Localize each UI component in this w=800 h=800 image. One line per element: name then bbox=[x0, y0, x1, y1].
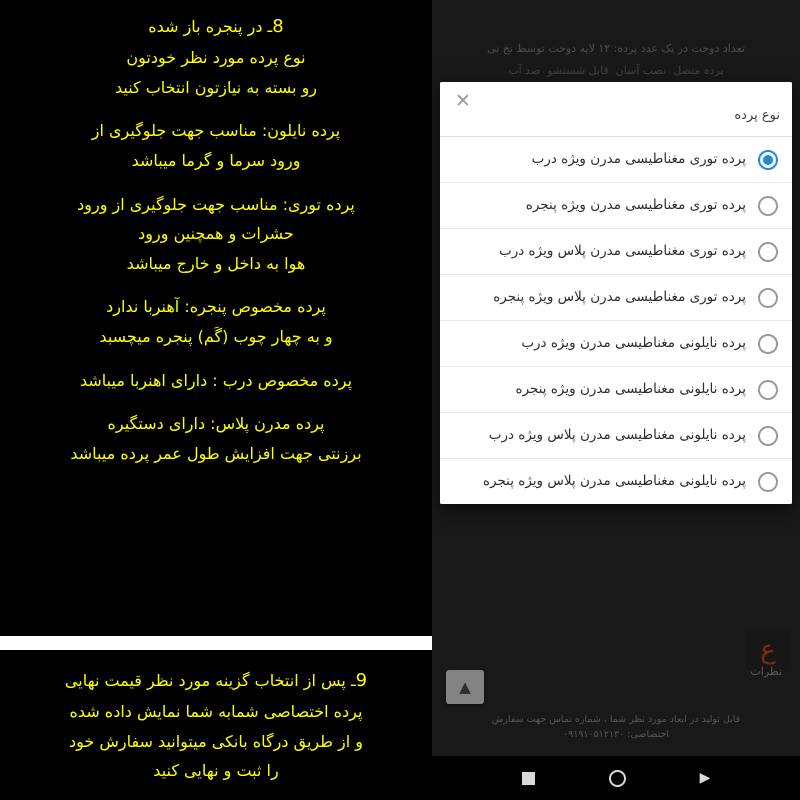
radio-option-label: پرده توری مغناطیسی مدرن ویژه پنجره bbox=[525, 196, 746, 213]
instruction-panel-step-8 bbox=[0, 0, 432, 636]
spacer bbox=[14, 352, 418, 366]
scroll-to-top-button[interactable]: ▲ bbox=[446, 670, 484, 704]
curtain-type-option-list[interactable] bbox=[440, 136, 792, 504]
radio-option-label: پرده نایلونی مغناطیسی مدرن ویژه درب bbox=[521, 334, 746, 351]
spacer bbox=[14, 278, 418, 292]
radio-option-row[interactable] bbox=[440, 274, 792, 320]
step-8-line-2: نوع پرده مورد نظر خودتون bbox=[126, 48, 306, 68]
android-navigation-bar bbox=[432, 756, 800, 800]
radio-option-row[interactable] bbox=[440, 412, 792, 458]
modern-plus-line-2: برزنتی جهت افزایش طول عمر پرده میباشد bbox=[70, 443, 362, 463]
radio-option-row[interactable] bbox=[440, 228, 792, 274]
comments-section-label: نظرات bbox=[750, 665, 782, 678]
step-9-line-2: پرده اختصاصی شمابه شما نمایش داده شده bbox=[69, 702, 363, 722]
radio-option-label: پرده نایلونی مغناطیسی مدرن پلاس ویژه درب bbox=[488, 426, 746, 443]
spacer bbox=[14, 102, 418, 116]
spacer bbox=[14, 176, 418, 190]
radio-option-row[interactable] bbox=[440, 458, 792, 504]
phone-screenshot bbox=[432, 0, 800, 800]
contact-footer-line-1: قابل تولید در ابعاد مورد نظر شما ، شماره تماس جهت سفارش bbox=[491, 713, 741, 725]
radio-option-label: پرده توری مغناطیسی مدرن پلاس ویژه درب bbox=[499, 242, 746, 259]
door-curtain-line-1: پرده مخصوص درب : دارای اهنربا میباشد bbox=[79, 370, 353, 390]
radio-option-label: پرده نایلونی مغناطیسی مدرن پلاس ویژه پنجره bbox=[482, 472, 746, 489]
circle-home-icon[interactable] bbox=[609, 770, 626, 787]
radio-button-icon[interactable] bbox=[758, 426, 778, 446]
radio-option-row[interactable] bbox=[440, 320, 792, 366]
radio-option-row[interactable] bbox=[440, 366, 792, 412]
square-recents-icon[interactable] bbox=[522, 772, 535, 785]
window-curtain-line-2: و به چهار چوب (گَم) پنجره میچسبد bbox=[99, 327, 333, 347]
mesh-curtain-line-1: پرده توری: مناسب جهت جلوگیری از ورود bbox=[77, 194, 355, 214]
window-curtain-line-1: پرده مخصوص پنجره: آهنربا ندارد bbox=[106, 297, 326, 317]
dialog-header bbox=[440, 82, 792, 136]
radio-button-icon[interactable] bbox=[758, 472, 778, 492]
triangle-back-icon[interactable]: ▶ bbox=[699, 770, 711, 786]
step-8-line-3: رو بسته به نیازتون انتخاب کنید bbox=[114, 77, 318, 97]
radio-option-row[interactable] bbox=[440, 136, 792, 182]
radio-button-icon[interactable] bbox=[758, 380, 778, 400]
instruction-panel-step-9 bbox=[0, 650, 432, 800]
product-detail-line-2: پرده متصل ‌ نصب آسان ‌ قابل شستشو ‌ ضد آب bbox=[508, 64, 724, 77]
radio-button-icon[interactable] bbox=[758, 288, 778, 308]
step-8-heading-rest: ـ در پنجره باز شده bbox=[148, 17, 273, 36]
close-icon[interactable]: ✕ bbox=[455, 90, 471, 112]
brand-logo-icon: ع bbox=[746, 628, 790, 672]
nylon-curtain-line-1: پرده نایلون: مناسب جهت جلوگیری از bbox=[91, 121, 341, 141]
step-8-number: 8 bbox=[272, 16, 284, 37]
radio-button-icon[interactable] bbox=[758, 334, 778, 354]
mesh-curtain-line-2: حشرات و همچنین ورود bbox=[138, 224, 294, 244]
radio-option-label: پرده توری مغناطیسی مدرن پلاس ویژه پنجره bbox=[493, 288, 746, 305]
mesh-curtain-line-3: هوا به داخل و خارج میباشد bbox=[126, 253, 306, 273]
step-9-line-3: و از طریق درگاه بانکی میتوانید سفارش خود bbox=[68, 731, 364, 751]
step-9-line-4: را ثبت و نهایی کنید bbox=[153, 761, 279, 781]
panel-divider bbox=[0, 636, 432, 650]
dialog-title: نوع پرده bbox=[734, 108, 780, 123]
radio-option-label: پرده نایلونی مغناطیسی مدرن ویژه پنجره bbox=[515, 380, 746, 397]
step-8-heading bbox=[14, 10, 418, 43]
radio-option-row[interactable] bbox=[440, 182, 792, 228]
step-9-number: 9 bbox=[355, 669, 368, 691]
step-9-heading-rest: ـ پس از انتخاب گزینه مورد نظر قیمت نهایی bbox=[64, 670, 356, 690]
curtain-type-dialog bbox=[440, 82, 792, 504]
spacer bbox=[14, 395, 418, 409]
step-9-heading bbox=[14, 664, 418, 697]
contact-footer-line-2: اختصاصی: ۰۹۱۹۱۰۵۱۲۱۳۰ bbox=[563, 728, 669, 740]
product-detail-line-1: تعداد دوخت در یک عدد پرده: ۱۲ لایه دوخت توسط نخ نی bbox=[487, 42, 745, 55]
nylon-curtain-line-2: ورود سرما و گرما میباشد bbox=[131, 151, 301, 171]
radio-button-icon[interactable] bbox=[758, 196, 778, 216]
radio-button-icon[interactable] bbox=[758, 150, 778, 170]
modern-plus-line-1: پرده مدرن پلاس: دارای دستگیره bbox=[107, 414, 325, 434]
radio-option-label: پرده توری مغناطیسی مدرن ویژه درب bbox=[531, 150, 746, 167]
radio-button-icon[interactable] bbox=[758, 242, 778, 262]
